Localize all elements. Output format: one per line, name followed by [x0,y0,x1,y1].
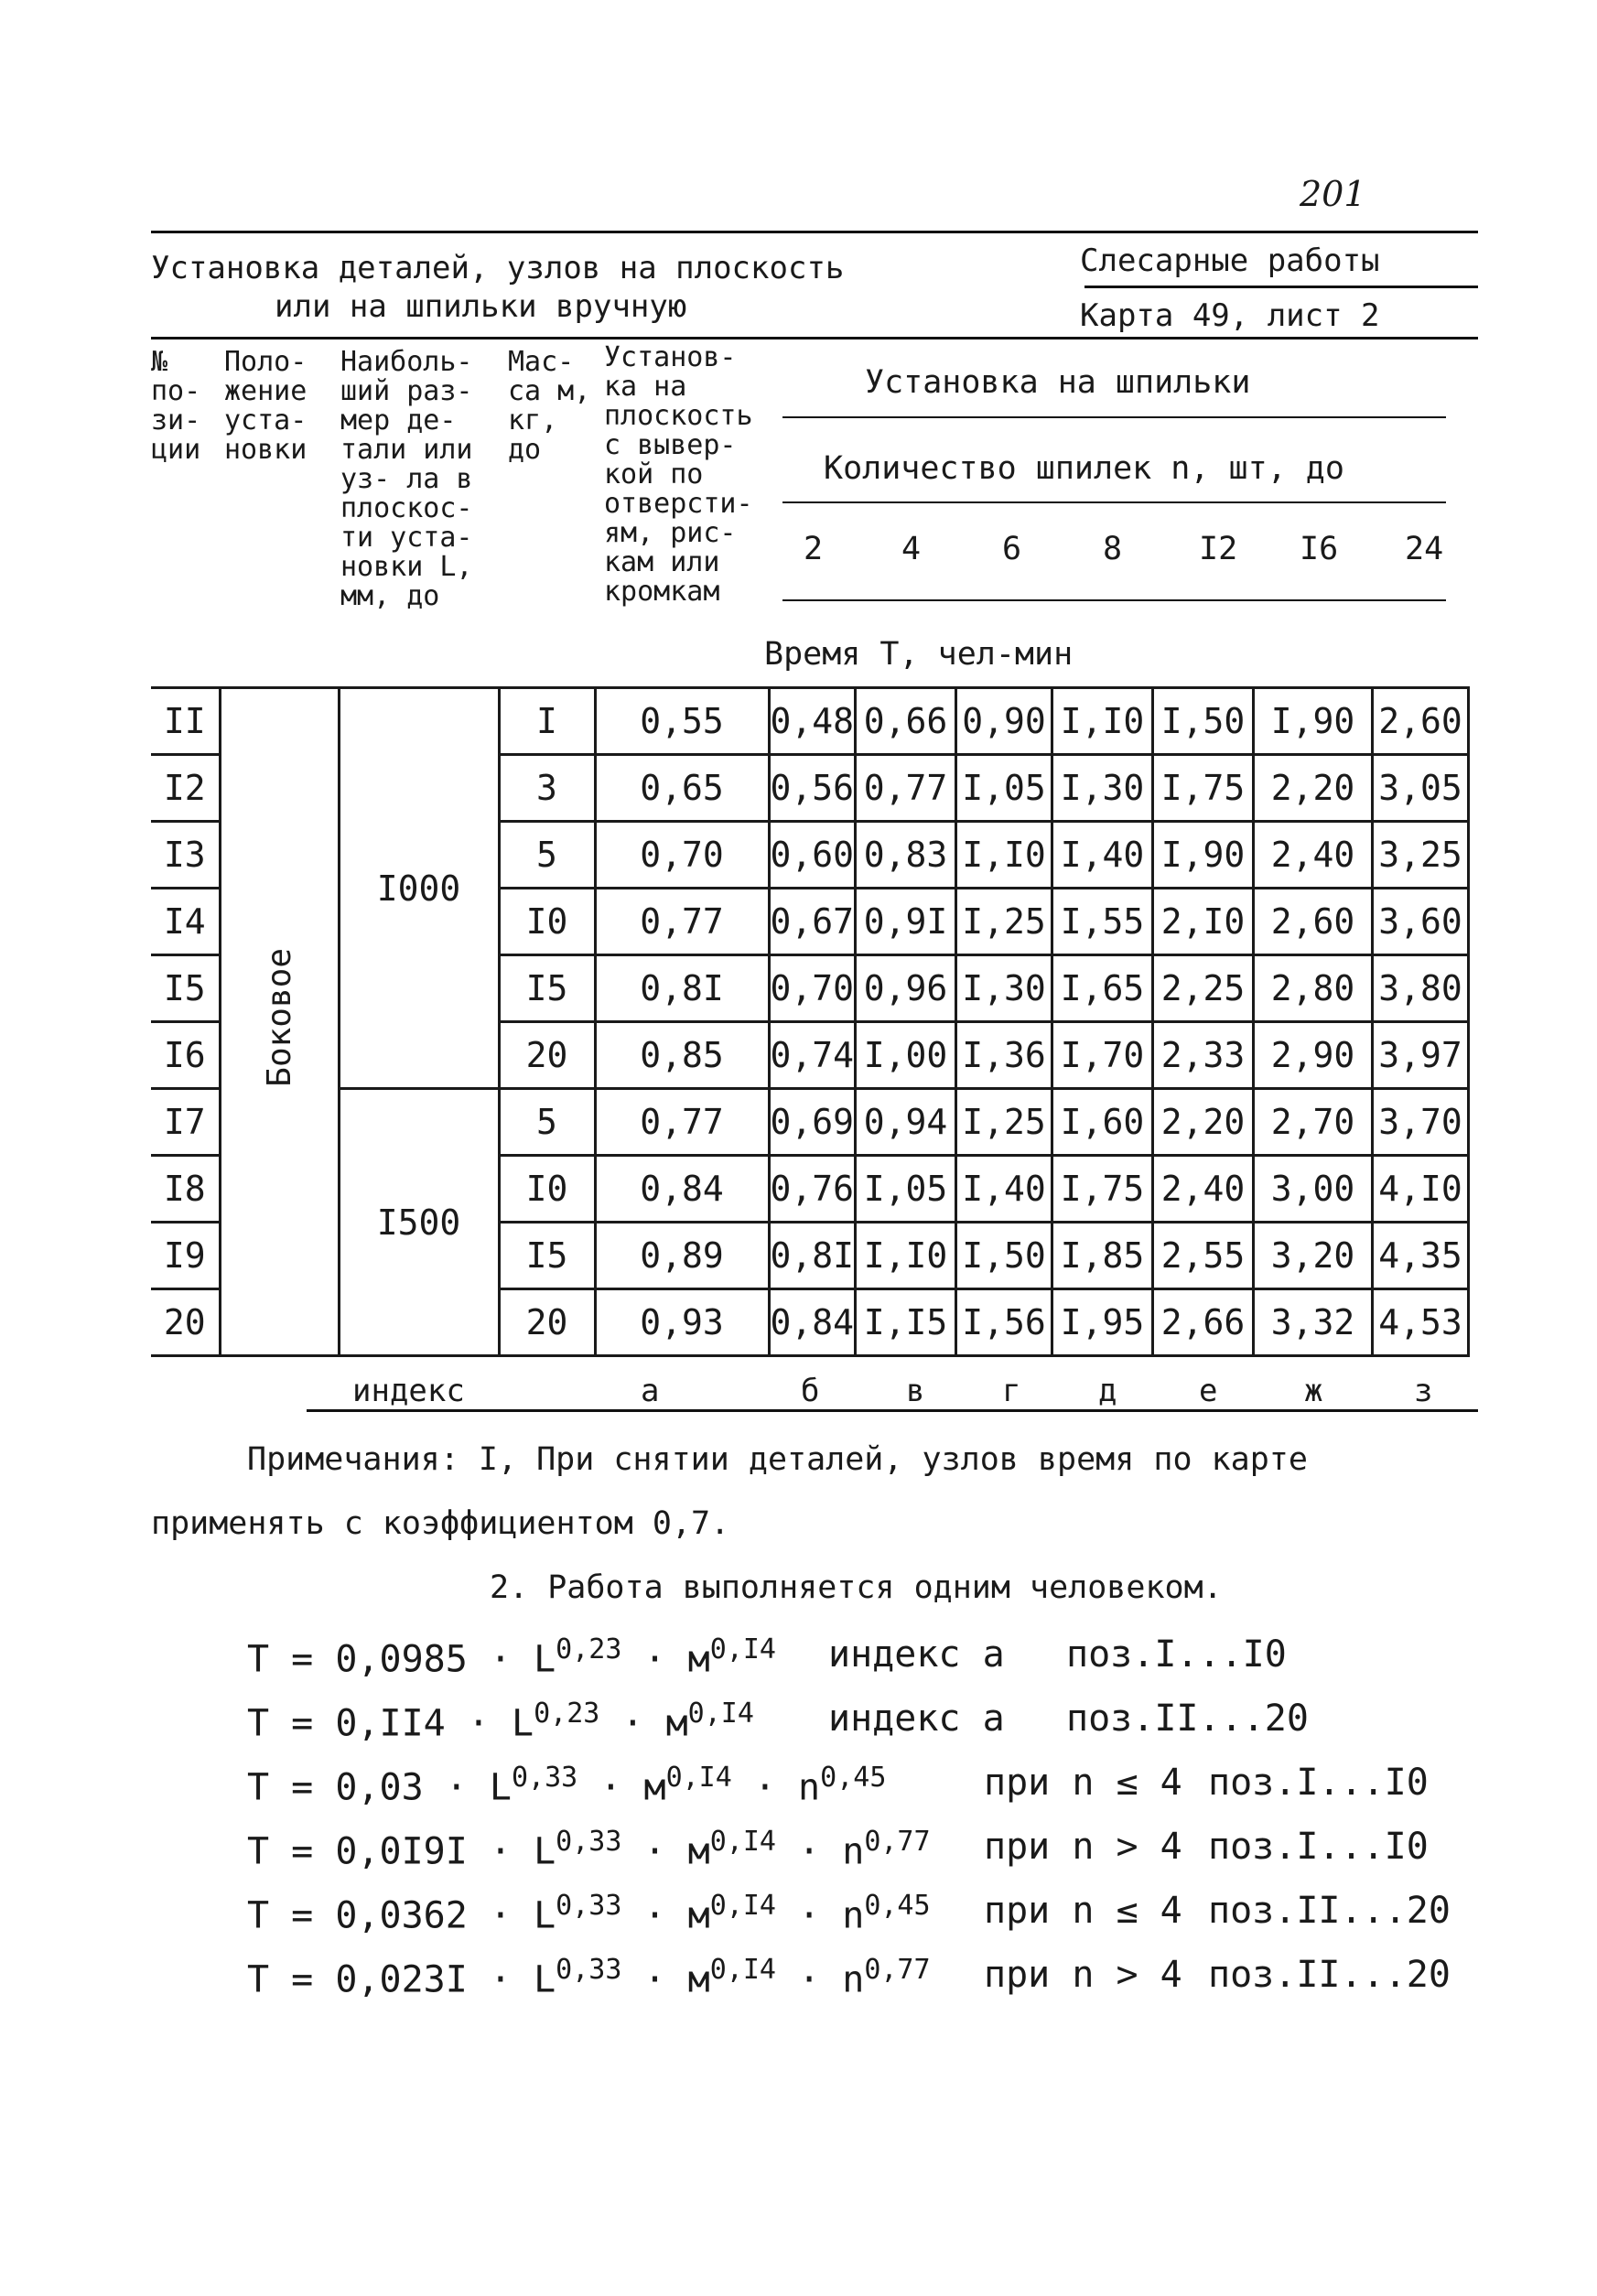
mass-cell: I0 [499,889,595,955]
col-header-plane-install: Установ- ка на плоскость с вывер- кой по отверсти- ям, рис- кам или кромкам [604,341,753,608]
time-cell: 2,20 [1153,1089,1254,1156]
time-cell: I,I0 [956,822,1052,889]
mass-cell: 20 [499,1022,595,1089]
time-cell: I,I0 [856,1223,956,1289]
studs-header: Установка на шпильки [865,364,1251,401]
formula-positions: поз.I...I0 [1208,1762,1429,1804]
pos-cell: II [151,688,220,755]
table-row [151,688,1469,755]
card-info [1080,233,1380,343]
formula-positions: поз.II...20 [1066,1698,1309,1740]
note-line-3: 2. Работа выполняется одним человеком. [490,1569,1223,1606]
col-header-position-number: № по- зи- ции [151,346,201,466]
n-exponent: 0,77 [864,1826,931,1858]
plane-time-cell: 0,8I [595,955,769,1022]
col-header-max-size: Наиболь- ший раз- мер де- тали или уз- ла в плоскос- ти уста- новки L, мм, до [340,346,473,612]
index-letter-z: з [1414,1373,1433,1409]
time-cell: I,50 [956,1223,1052,1289]
time-cell: 4,35 [1373,1223,1469,1289]
note-line-1: Примечания: I, При снятии деталей, узлов время по карте [247,1441,1308,1478]
header-rule [151,337,1478,340]
index-letter-v: в [906,1373,925,1409]
time-cell: 0,8I [769,1223,856,1289]
index-label: индекс [352,1373,465,1409]
time-cell: 0,83 [856,822,956,889]
count-16: I6 [1300,531,1339,567]
time-cell: 2,I0 [1153,889,1254,955]
time-cell: 0,84 [769,1289,856,1356]
time-cell: 0,69 [769,1089,856,1156]
index-letter-d: д [1098,1373,1117,1409]
time-cell: 0,77 [856,755,956,822]
time-cell: 3,60 [1373,889,1469,955]
index-letter-b: б [801,1373,820,1409]
mass-cell: 5 [499,1089,595,1156]
size-cell: I000 [339,688,499,1089]
formula-positions: поз.II...20 [1208,1954,1451,1996]
time-cell: I,00 [856,1022,956,1089]
formula-coef: Т = 0,0I9I [247,1830,468,1873]
time-cell: I,30 [956,955,1052,1022]
count-6: 6 [1002,531,1022,567]
l-exponent: 0,23 [534,1698,600,1730]
index-rule [307,1409,1478,1412]
time-cell: I,60 [1052,1089,1153,1156]
work-type: Слесарные работы [1080,243,1380,279]
l-exponent: 0,33 [556,1890,622,1922]
studs-count-header: Количество шпилек n, шт, до [824,450,1344,487]
mass-cell: 20 [499,1289,595,1356]
l-exponent: 0,33 [511,1762,578,1794]
formula-coef: Т = 0,03 [247,1766,424,1809]
time-cell: I,I0 [1052,688,1153,755]
formula-row: $Т = 0,03 \cdot L^{0,33} \cdot м^{0,I4} \cdot n^{0,45}$ [247,1762,887,1809]
pos-cell: I6 [151,1022,220,1089]
plane-time-cell: 0,55 [595,688,769,755]
time-cell: 2,55 [1153,1223,1254,1289]
pos-cell: I5 [151,955,220,1022]
n-exponent: 0,77 [864,1954,931,1986]
m-exponent: 0,I4 [709,1954,776,1986]
time-cell: 4,53 [1373,1289,1469,1356]
time-cell: 0,9I [856,889,956,955]
plane-time-cell: 0,77 [595,889,769,955]
formula-condition: при n > 4 [984,1954,1182,1996]
count-4: 4 [901,531,922,567]
time-cell: I,25 [956,1089,1052,1156]
m-exponent: 0,I4 [665,1762,732,1794]
l-exponent: 0,33 [556,1826,622,1858]
formula-condition: при n ≤ 4 [984,1890,1182,1932]
index-letter-g: г [1002,1373,1021,1409]
time-cell: 3,00 [1254,1156,1373,1223]
mass-cell: 5 [499,822,595,889]
m-exponent: 0,I4 [709,1890,776,1922]
time-cell: I,75 [1153,755,1254,822]
pos-cell: I8 [151,1156,220,1223]
studs-rule [782,416,1446,418]
pos-cell: I4 [151,889,220,955]
time-cell: I,65 [1052,955,1153,1022]
time-cell: I,40 [1052,822,1153,889]
formula-row: $Т = 0,0I9I \cdot L^{0,33} \cdot м^{0,I4} \cdot n^{0,77}$ [247,1826,931,1873]
pos-cell: I7 [151,1089,220,1156]
time-cell: 0,76 [769,1156,856,1223]
mass-cell: I5 [499,1223,595,1289]
time-cell: I,90 [1153,822,1254,889]
time-cell: I,40 [956,1156,1052,1223]
pos-cell: I9 [151,1223,220,1289]
time-cell: I,50 [1153,688,1254,755]
count-8: 8 [1103,531,1123,567]
col-header-mass: Мас- са м, кг, до [508,346,591,466]
plane-time-cell: 0,89 [595,1223,769,1289]
index-letter-a: а [641,1373,660,1409]
time-cell: 3,97 [1373,1022,1469,1089]
time-cell: 2,90 [1254,1022,1373,1089]
card-rule [1084,286,1478,288]
time-header: Время Т, чел-мин [764,636,1074,673]
plane-time-cell: 0,85 [595,1022,769,1089]
time-cell: 2,20 [1254,755,1373,822]
time-cell: I,75 [1052,1156,1153,1223]
time-cell: I,I5 [856,1289,956,1356]
time-cell: 2,33 [1153,1022,1254,1089]
sheet-number: 201 [1300,174,1366,214]
formula-condition: индекс а [828,1633,1005,1676]
time-cell: 0,70 [769,955,856,1022]
plane-time-cell: 0,65 [595,755,769,822]
time-cell: 2,25 [1153,955,1254,1022]
time-cell: 2,80 [1254,955,1373,1022]
time-cell: 2,60 [1254,889,1373,955]
plane-time-cell: 0,70 [595,822,769,889]
time-cell: I,90 [1254,688,1373,755]
counts-rule [782,599,1446,601]
time-cell: I,30 [1052,755,1153,822]
time-cell: 3,32 [1254,1289,1373,1356]
mass-cell: I [499,688,595,755]
time-cell: 4,I0 [1373,1156,1469,1223]
time-cell: 2,60 [1373,688,1469,755]
formula-positions: поз.I...I0 [1208,1826,1429,1868]
formula-coef: Т = 0,II4 [247,1702,446,1745]
formula-row: $Т = 0,0985 \cdot L^{0,23} \cdot м^{0,I4}$ [247,1633,776,1681]
time-cell: 2,66 [1153,1289,1254,1356]
time-cell: I,55 [1052,889,1153,955]
time-cell: I,56 [956,1289,1052,1356]
time-cell: 0,94 [856,1089,956,1156]
table-row [151,1089,1469,1156]
time-cell: 0,67 [769,889,856,955]
l-exponent: 0,33 [556,1954,622,1986]
pos-cell: I2 [151,755,220,822]
formula-condition: индекс а [828,1698,1005,1740]
formula-coef: Т = 0,023I [247,1958,468,2001]
time-cell: 3,80 [1373,955,1469,1022]
time-cell: I,05 [856,1156,956,1223]
formula-row: $Т = 0,0362 \cdot L^{0,33} \cdot м^{0,I4} \cdot n^{0,45}$ [247,1890,931,1937]
count-rule [782,501,1446,503]
document-title [151,249,844,326]
time-cell: I,36 [956,1022,1052,1089]
pos-cell: I3 [151,822,220,889]
formula-coef: Т = 0,0362 [247,1894,468,1937]
time-cell: I,85 [1052,1223,1153,1289]
index-letter-e: е [1199,1373,1218,1409]
time-cell: 3,70 [1373,1089,1469,1156]
card-number: Карта 49, лист 2 [1080,297,1380,334]
time-cell: I,05 [956,755,1052,822]
time-cell: 0,48 [769,688,856,755]
time-cell: 0,96 [856,955,956,1022]
formula-positions: поз.I...I0 [1066,1633,1287,1676]
time-cell: 2,70 [1254,1089,1373,1156]
formula-coef: Т = 0,0985 [247,1638,468,1681]
time-cell: I,70 [1052,1022,1153,1089]
count-24: 24 [1405,531,1444,567]
position-label: Боковое [260,948,298,1087]
pos-cell: 20 [151,1289,220,1356]
time-cell: 0,74 [769,1022,856,1089]
mass-cell: I5 [499,955,595,1022]
m-exponent: 0,I4 [687,1698,754,1730]
mass-cell: 3 [499,755,595,822]
plane-time-cell: 0,84 [595,1156,769,1223]
l-exponent: 0,23 [556,1633,622,1665]
plane-time-cell: 0,93 [595,1289,769,1356]
time-cell: 3,05 [1373,755,1469,822]
title-line-2: или на шпильки вручную [275,288,687,325]
formula-row: $Т = 0,023I \cdot L^{0,33} \cdot м^{0,I4} \cdot n^{0,77}$ [247,1954,931,2001]
count-2: 2 [804,531,824,567]
install-position-cell [220,688,339,1356]
time-cell: 0,66 [856,688,956,755]
plane-time-cell: 0,77 [595,1089,769,1156]
count-12: I2 [1199,531,1238,567]
time-cell: 0,56 [769,755,856,822]
title-line-1: Установка деталей, узлов на плоскость [151,250,845,286]
time-cell: 3,20 [1254,1223,1373,1289]
note-line-2: применять с коэффициентом 0,7. [151,1505,730,1542]
n-exponent: 0,45 [864,1890,931,1922]
time-cell: 0,60 [769,822,856,889]
mass-cell: I0 [499,1156,595,1223]
time-cell: I,95 [1052,1289,1153,1356]
time-cell: 0,90 [956,688,1052,755]
formula-condition: при n > 4 [984,1826,1182,1868]
m-exponent: 0,I4 [709,1633,776,1665]
formula-positions: поз.II...20 [1208,1890,1451,1932]
time-norms-table [151,686,1470,1357]
time-cell: I,25 [956,889,1052,955]
time-cell: 3,25 [1373,822,1469,889]
m-exponent: 0,I4 [709,1826,776,1858]
index-letter-zh: ж [1304,1373,1323,1409]
n-exponent: 0,45 [820,1762,887,1794]
time-cell: 2,40 [1153,1156,1254,1223]
formula-row: $Т = 0,II4 \cdot L^{0,23} \cdot м^{0,I4}$ [247,1698,754,1745]
col-header-install-position: Поло- жение уста- новки [224,346,308,466]
formula-condition: при n ≤ 4 [984,1762,1182,1804]
time-cell: 2,40 [1254,822,1373,889]
size-cell: I500 [339,1089,499,1356]
